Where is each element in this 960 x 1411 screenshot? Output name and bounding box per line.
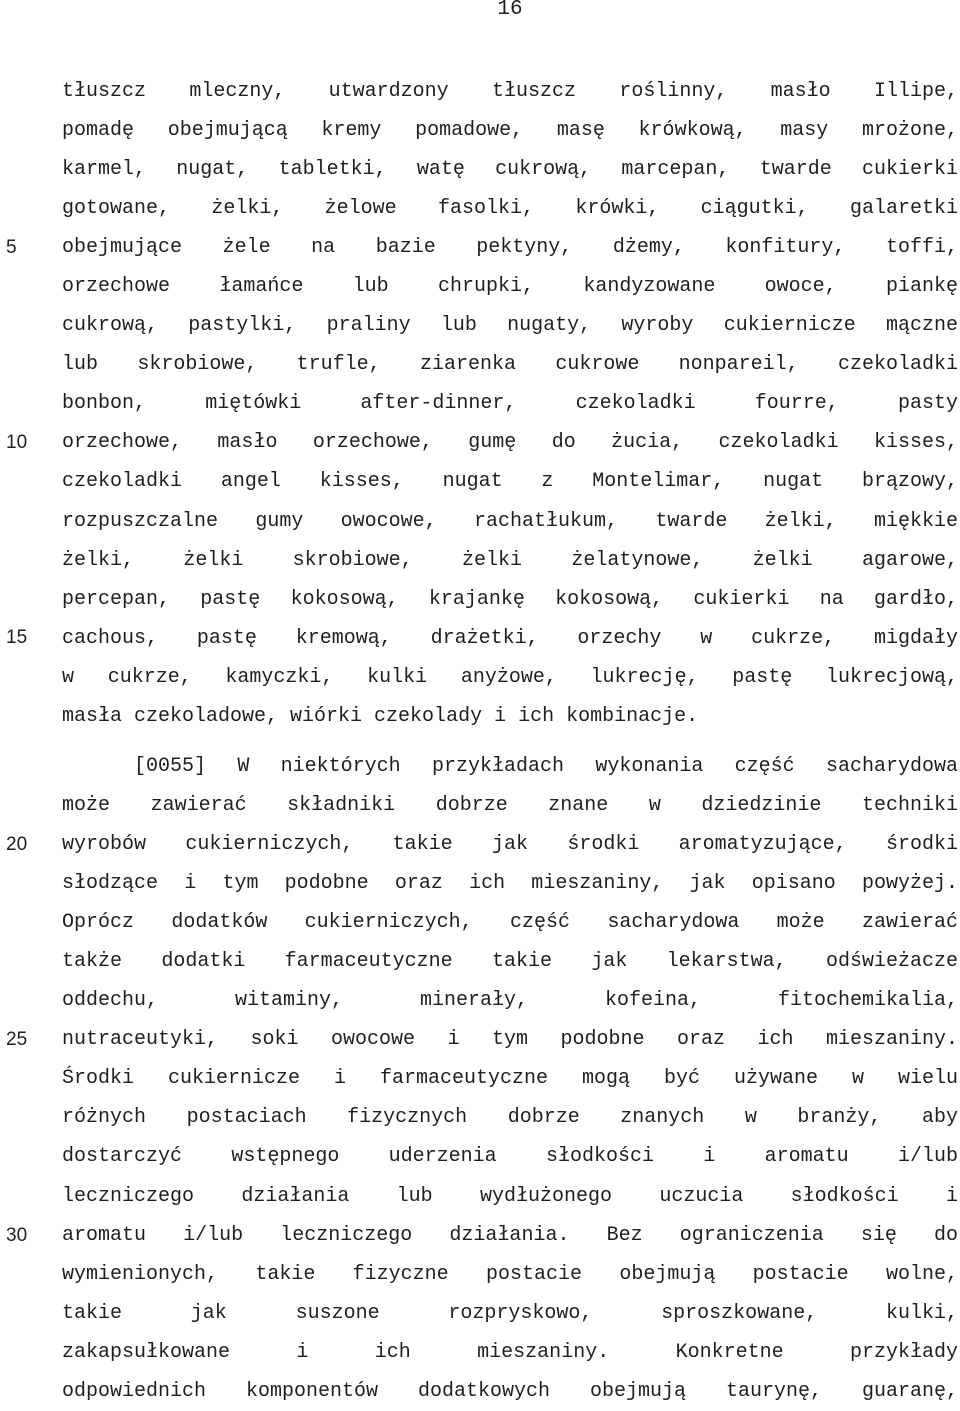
text-line: rozpuszczalne gumy owocowe, rachatłukum, twarde żelki, miękkie bbox=[62, 509, 958, 533]
text-line: orzechowe, masło orzechowe, gumę do żucia, czekoladki kisses, bbox=[62, 431, 958, 455]
text-line: Środki cukiernicze i farmaceutyczne mogą być używane w wielu bbox=[62, 1067, 958, 1091]
text-line: cachous, pastę kremową, drażetki, orzechy w cukrze, migdały bbox=[62, 626, 958, 650]
paragraph-0055 bbox=[62, 747, 958, 1411]
line-number-10: 10 bbox=[6, 432, 28, 453]
text-line: dostarczyć wstępnego uderzenia słodkości i aromatu i/lub bbox=[62, 1145, 958, 1169]
text-line: masła czekoladowe, wiórki czekolady i ich kombinacje. bbox=[62, 704, 699, 728]
text-line: gotowane, żelki, żelowe fasolki, krówki, ciągutki, galaretki bbox=[62, 197, 958, 221]
paragraph-ingredient-list bbox=[62, 72, 958, 736]
text-line: pomadę obejmującą kremy pomadowe, masę krówkową, masy mrożone, bbox=[62, 119, 958, 143]
line-number-25: 25 bbox=[6, 1029, 28, 1050]
text-line: czekoladki angel kisses, nugat z Montelimar, nugat brązowy, bbox=[62, 470, 958, 494]
text-line: cukrową, pastylki, praliny lub nugaty, wyroby cukiernicze mączne bbox=[62, 314, 958, 338]
line-number-5: 5 bbox=[6, 237, 17, 258]
line-number-30: 30 bbox=[6, 1225, 28, 1246]
text-line: żelki, żelki skrobiowe, żelki żelatynowe, żelki agarowe, bbox=[62, 548, 958, 572]
text-line: odpowiednich komponentów dodatkowych obejmują taurynę, guaranę, bbox=[62, 1379, 958, 1403]
line-number-15: 15 bbox=[6, 627, 28, 648]
text-line: wyrobów cukierniczych, takie jak środki aromatyzujące, środki bbox=[62, 833, 958, 857]
text-line: zakapsułkowane i ich mieszaniny. Konkretne przykłady bbox=[62, 1340, 958, 1364]
text-line: takie jak suszone rozpryskowo, sproszkowane, kulki, bbox=[62, 1301, 958, 1325]
text-line: tłuszcz mleczny, utwardzony tłuszcz roślinny, masło Illipe, bbox=[62, 80, 958, 103]
text-line: oddechu, witaminy, minerały, kofeina, fitochemikalia, bbox=[62, 989, 958, 1013]
text-line: aromatu i/lub leczniczego działania. Bez ograniczenia się do bbox=[62, 1223, 958, 1247]
text-line-paragraph-start: [0055] W niektórych przykładach wykonania część sacharydowa bbox=[134, 755, 958, 778]
text-line: może zawierać składniki dobrze znane w dziedzinie techniki bbox=[62, 794, 958, 818]
text-line: percepan, pastę kokosową, krajankę kokosową, cukierki na gardło, bbox=[62, 587, 958, 611]
text-line: słodzące i tym podobne oraz ich mieszaniny, jak opisano powyżej. bbox=[62, 872, 958, 896]
text-line: w cukrze, kamyczki, kulki anyżowe, lukrecję, pastę lukrecjową, bbox=[62, 665, 958, 689]
text-line: bonbon, miętówki after-dinner, czekoladki fourre, pasty bbox=[62, 392, 958, 416]
text-line: leczniczego działania lub wydłużonego uczucia słodkości i bbox=[62, 1184, 958, 1208]
text-line: karmel, nugat, tabletki, watę cukrową, marcepan, twarde cukierki bbox=[62, 158, 958, 182]
line-number-20: 20 bbox=[6, 834, 28, 855]
text-line: orzechowe łamańce lub chrupki, kandyzowane owoce, piankę bbox=[62, 275, 958, 299]
page-number: 16 bbox=[497, 0, 523, 21]
text-line: lub skrobiowe, trufle, ziarenka cukrowe nonpareil, czekoladki bbox=[62, 353, 958, 377]
text-line: także dodatki farmaceutyczne takie jak lekarstwa, odświeżacze bbox=[62, 950, 958, 974]
text-line: różnych postaciach fizycznych dobrze znanych w branży, aby bbox=[62, 1106, 958, 1130]
text-line: obejmujące żele na bazie pektyny, dżemy, konfitury, toffi, bbox=[62, 236, 958, 260]
text-line: Oprócz dodatków cukierniczych, część sacharydowa może zawierać bbox=[62, 911, 958, 935]
text-line: nutraceutyki, soki owocowe i tym podobne oraz ich mieszaniny. bbox=[62, 1028, 958, 1052]
text-line: wymienionych, takie fizyczne postacie obejmują postacie wolne, bbox=[62, 1262, 958, 1286]
